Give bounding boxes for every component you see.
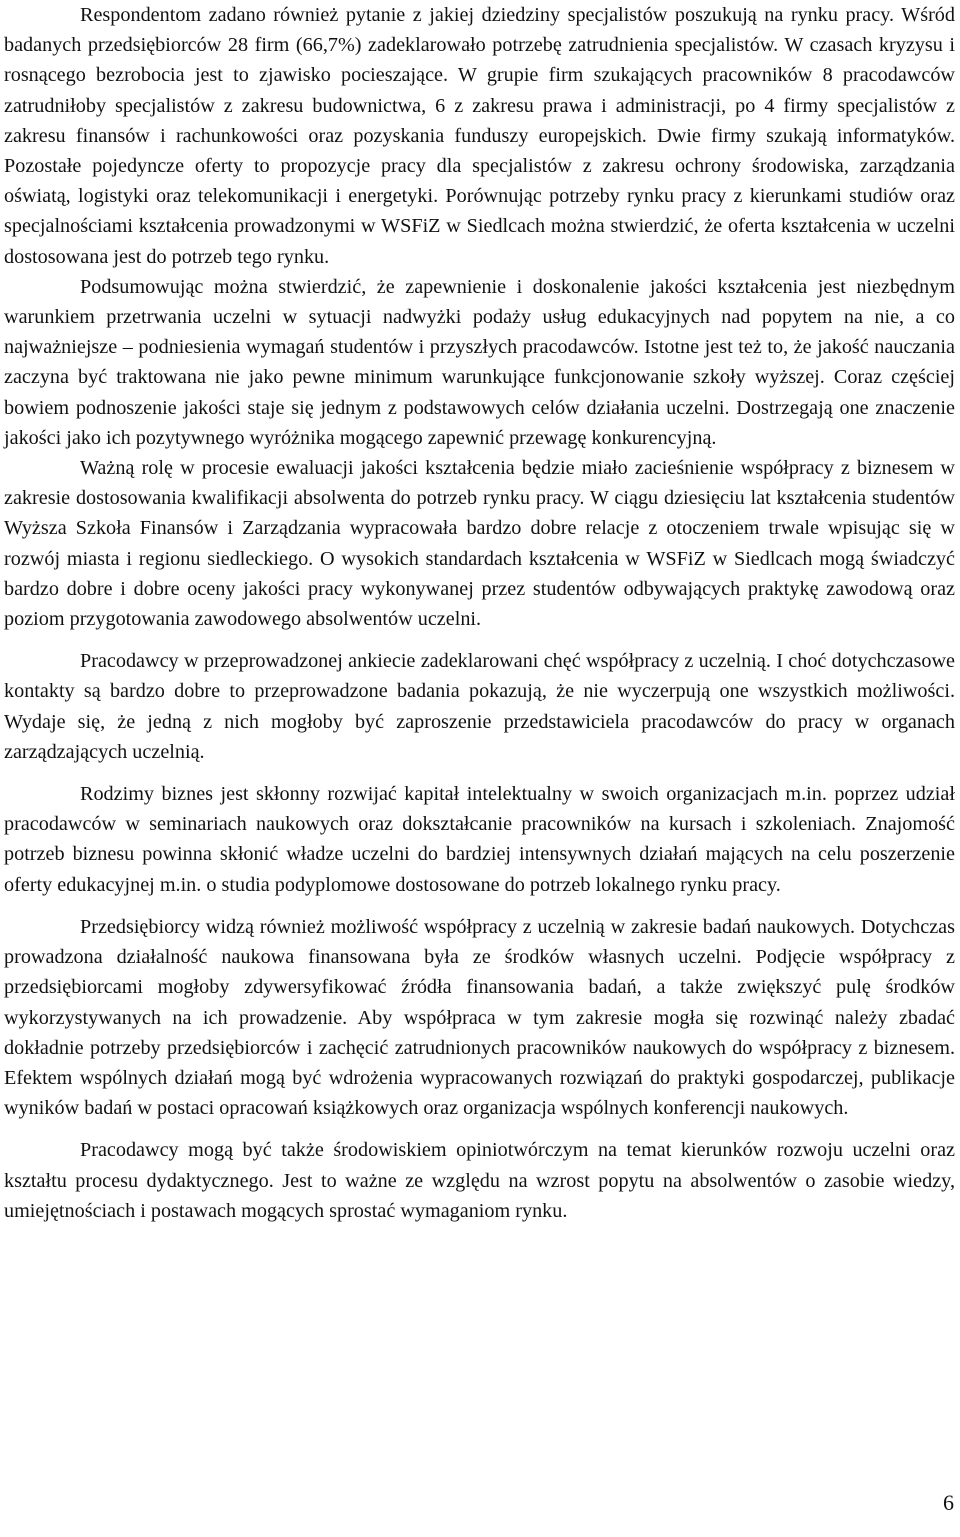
paragraph-6: Przedsiębiorcy widzą również możliwość współpracy z uczelnią w zakresie badań naukowych. Dotychczas prowadzona działalność naukowa finansowana była ze środków własnych uczelni. Podjęcie współpracy z przedsiębiorcami mogłoby zdywersyfikować źródła finansowania badań, a także zwiększyć pulę środków wykorzystywanych na ich prowadzenie. Aby współpraca w tym zakresie mogła się rozwinąć należy zbadać dokładnie potrzeby przedsiębiorców i zachęcić zatrudnionych pracowników naukowych do współpracy z biznesem. Efektem wspólnych działań mogą być wdrożenia wypracowanych rozwiązań do praktyki gospodarczej, publikacje wyników badań w postaci opracowań książkowych oraz organizacja wspólnych konferencji naukowych. <box>4 915 955 1120</box>
paragraph-3: Ważną rolę w procesie ewaluacji jakości kształcenia będzie miało zacieśnienie współpracy z biznesem w zakresie dostosowania kwalifikacji absolwenta do potrzeb rynku pracy. W ciągu dziesięciu lat kształcenia studentów Wyższa Szkoła Finansów i Zarządzania wypracowała bardzo dobre relacje z otoczeniem trwale wpisując się w rozwój miasta i regionu siedleckiego. O wysokich standardach kształcenia w WSFiZ w Siedlcach mogą świadczyć bardzo dobre i dobre oceny jakości pracy wykonywanej przez studentów odbywających praktykę zawodową oraz poziom przygotowania zawodowego absolwentów uczelni. <box>4 457 955 631</box>
paragraph-4: Pracodawcy w przeprowadzonej ankiecie zadeklarowani chęć współpracy z uczelnią. I choć dotychczasowe kontakty są bardzo dobre to przeprowadzone badania pokazują, że nie wyczerpują one wszystkich możliwości. Wydaje się, że jedną z nich mogłoby być zaproszenie przedstawiciela pracodawców do pracy w organach zarządzających uczelnią. <box>4 650 955 763</box>
paragraph-5: Rodzimy biznes jest skłonny rozwijać kapitał intelektualny w swoich organizacjach m.in. poprzez udział pracodawców w seminariach naukowych oraz dokształcanie pracowników na kursach i szkoleniach. Znajomość potrzeb biznesu powinna skłonić władze uczelni do bardziej intensywnych działań mających na celu poszerzenie oferty edukacyjnej m.in. o studia podyplomowe dostosowane do potrzeb lokalnego rynku pracy. <box>4 783 955 896</box>
paragraph-2: Podsumowując można stwierdzić, że zapewnienie i doskonalenie jakości kształcenia jest niezbędnym warunkiem przetrwania uczelni w sytuacji nadwyżki podaży usług edukacyjnych nad popytem na nie, a co najważniejsze – podniesienia wymagań studentów i przyszłych pracodawców. Istotne jest też to, że jakość nauczania zaczyna być traktowana nie jako pewne minimum warunkujące funkcjonowanie szkoły wyższej. Coraz częściej bowiem podnoszenie jakości staje się jednym z podstawowych celów działania uczelni. Dostrzegają one znaczenie jakości jako ich pozytywnego wyróżnika mogącego zapewnić przewagę konkurencyjną. <box>4 275 955 449</box>
paragraph-1: Respondentom zadano również pytanie z jakiej dziedziny specjalistów poszukują na rynku pracy. Wśród badanych przedsiębiorców 28 firm (66,7%) zadeklarowało potrzebę zatrudnienia specjalistów. W czasach kryzysu i rosnącego bezrobocia jest to zjawisko pocieszające. W grupie firm szukających pracowników 8 pracodawców zatrudniłoby specjalistów z zakresu budownictwa, 6 z zakresu prawa i administracji, po 4 firmy specjalistów z zakresu finansów i rachunkowości oraz pozyskania funduszy europejskich. Dwie firmy szukają informatyków. Pozostałe pojedyncze oferty to propozycje pracy dla specjalistów z zakresu ochrony środowiska, zarządzania oświatą, logistyki oraz telekomunikacji i energetyki. Porównując potrzeby rynku pracy z kierunkami studiów oraz specjalnościami kształcenia prowadzonymi w WSFiZ w Siedlcach można stwierdzić, że oferta kształcenia w uczelni dostosowana jest do potrzeb tego rynku. <box>4 4 955 268</box>
document-page <box>4 0 955 1226</box>
page-number: 6 <box>943 1490 954 1515</box>
paragraph-7: Pracodawcy mogą być także środowiskiem opiniotwórczym na temat kierunków rozwoju uczelni oraz kształtu procesu dydaktycznego. Jest to ważne ze względu na wzrost popytu na absolwentów o zasobie wiedzy, umiejętnościach i postawach mogących sprostać wymaganiom rynku. <box>4 1139 955 1222</box>
